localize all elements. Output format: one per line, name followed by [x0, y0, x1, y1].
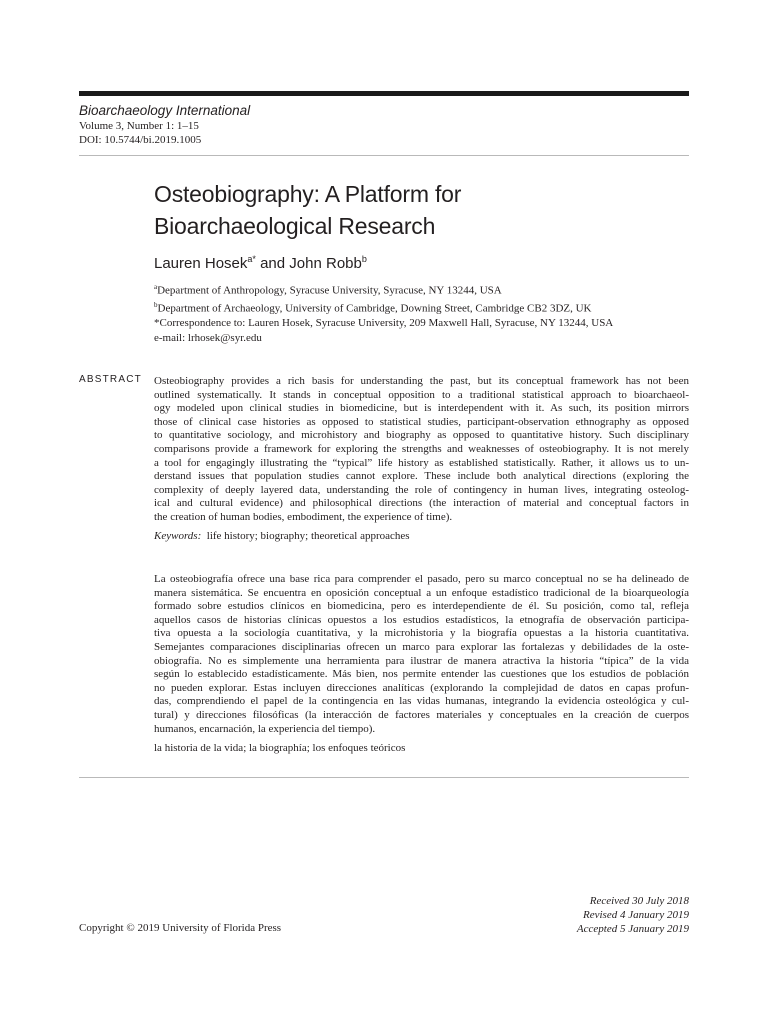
abstract-english	[154, 375, 689, 525]
affiliation-marker: a	[154, 283, 158, 291]
abstract-line: outlined systematically. It stands in conceptual opposition to a traditional statistical approach to bioarchaeol-	[154, 388, 689, 401]
affiliations	[154, 280, 613, 345]
abstract-line: das, comprendiendo el papel de la contingencia en las vidas humanas, integrando la evidencia osteológica y cul-	[154, 695, 689, 708]
abstract-line: tural) y direcciones filosóficas (la interacción de factores materiales y conceptuales en la creación de cuerpos	[154, 708, 689, 721]
affiliation-text: Department of Archaeology, University of Cambridge, Downing Street, Cambridge CB2 3DZ, UK	[157, 302, 592, 315]
abstract-line: complexity of deeply layered data, understanding the role of contingency in human lives, integrating osteolog-	[154, 483, 689, 496]
abstract-line: Osteobiography provides a rich basis for understanding the past, but its conceptual framework has not been	[154, 375, 689, 387]
copyright: Copyright © 2019 University of Florida Press	[79, 922, 282, 934]
abstract-line: derstand issues that population studies cannot explore. These include both analytical directions (exploring the	[154, 470, 689, 483]
abstract-line: según lo establecido estadísticamente. Más bien, nos permite entender las cuestiones que los estudios de población	[154, 668, 689, 681]
journal-name: Bioarchaeology International	[79, 103, 251, 118]
abstract-divider	[79, 777, 689, 778]
abstract-spanish	[154, 573, 689, 736]
author-name: John Robb	[289, 255, 362, 272]
accepted-date: Accepted 5 January 2019	[576, 923, 689, 935]
abstract-line: to quantitative sociology, and microhistory and biography as opposed to quantitative history. Such disciplinary	[154, 429, 689, 442]
spanish-keywords: la historia de la vida; la biographía; los enfoques teóricos	[154, 742, 406, 754]
revised-date: Revised 4 January 2019	[583, 909, 689, 921]
abstract-line: no pueden explorar. Estas incluyen direcciones analíticas (explorando la complejidad de datos en capas profun-	[154, 681, 689, 694]
abstract-line: manera sistemática. Se encuentra en oposición conceptual a un enfoque estadístico tradicional de la bioarqueología	[154, 586, 689, 599]
abstract-line: those of clinical case histories as opposed to statistical studies, participant-observation ethnography as opposed	[154, 415, 689, 428]
correspondence-text: *Correspondence to: Lauren Hosek, Syracuse University, 209 Maxwell Hall, Syracuse, NY 13244, USA	[154, 317, 614, 330]
abstract-label: ABSTRACT	[79, 374, 142, 385]
abstract-line: a tool for engagingly illustrating the “typical” life history as established statistically. Rather, it allows us to un-	[154, 456, 689, 469]
keywords	[154, 530, 410, 542]
affiliation-line	[154, 298, 613, 316]
abstract-line: comparisons provide a framework for exploring the strengths and weaknesses of osteobiography. It is not merely	[154, 442, 689, 455]
keywords-text: life history; biography; theoretical approaches	[206, 530, 410, 542]
author-name: Lauren Hosek	[154, 255, 248, 272]
abstract-line: humanos, encarnación, la experiencia del tiempo).	[154, 722, 376, 735]
abstract-line: ical and cultural evidence) and philosophical directions (the interaction of material and conceptual factors in	[154, 497, 689, 510]
abstract-line: obiografía. No es simplemente una herramienta para ilustrar de manera atractiva la historia “típica” de la vida	[154, 654, 689, 667]
abstract-line: the creation of human bodies, embodiment, the experience of time).	[154, 510, 453, 523]
affiliation-line	[154, 280, 613, 298]
author-marker: b	[361, 254, 367, 264]
affiliation-marker: b	[154, 301, 158, 310]
abstract-line: tiva opuesta a la sociología cuantitativa, y la microhistoria y la biografía opuestas a la historia cuantitativa.	[154, 627, 689, 640]
keywords-label: Keywords:	[154, 530, 202, 542]
abstract-line: aquellos casos de historias clínicas opuestos a los estudios estadísticos, la etnografía de observación participa-	[154, 613, 689, 626]
email-text: e-mail: lrhosek@syr.edu	[154, 331, 262, 344]
author-marker: a*	[247, 254, 256, 264]
title-line: Osteobiography: A Platform for	[154, 181, 462, 207]
abstract-line: ogy modeled upon clinical studies in biomedicine, but is interdependent with it. As such, its position mirrors	[154, 402, 689, 415]
author-list	[154, 254, 367, 272]
article-dates	[577, 894, 689, 936]
header-divider	[79, 155, 689, 156]
article-title	[154, 178, 674, 242]
doi: DOI: 10.5744/bi.2019.1005	[79, 134, 202, 146]
volume-info: Volume 3, Number 1: 1–15	[79, 120, 199, 132]
received-date: Received 30 July 2018	[589, 895, 689, 907]
abstract-line: Semejantes comparaciones disciplinarias ofrecen un marco para explorar las fortalezas y debilidades de la oste-	[154, 640, 689, 653]
affiliation-text: Department of Anthropology, Syracuse University, Syracuse, NY 13244, USA	[157, 284, 502, 297]
correspondence-line	[154, 316, 613, 330]
abstract-line: formado sobre estudios clínicos en biomedicina, pero es interdependiente de él. Su posición, como tal, refleja	[154, 600, 689, 613]
abstract-line: La osteobiografía ofrece una base rica para comprender el pasado, pero su marco conceptual no se ha delineado de	[154, 573, 689, 585]
email-line	[154, 331, 613, 345]
author-separator: and	[255, 255, 290, 272]
top-rule	[79, 91, 689, 96]
title-line: Bioarchaeological Research	[154, 213, 436, 239]
